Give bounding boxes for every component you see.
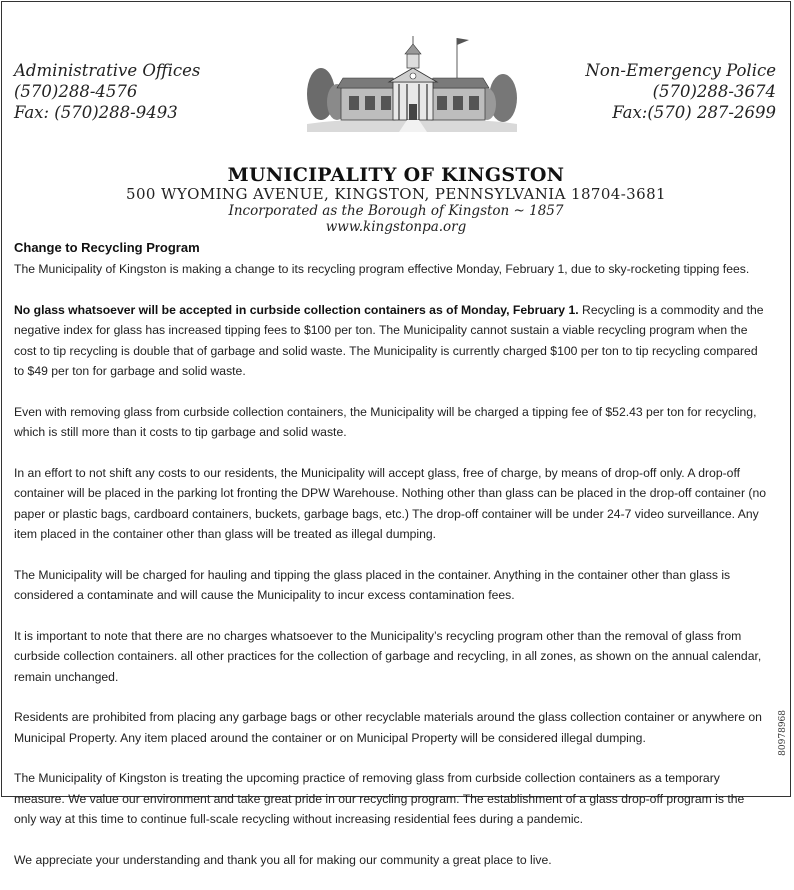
ad-code: 80978968 bbox=[778, 710, 788, 756]
admin-offices-fax: Fax: (570)288-9493 bbox=[14, 103, 178, 122]
notice-paragraph-2-rest: Recycling is a commodity and the negative index for glass has increased tipping fees to $100 per ton. The Municipality cannot sustain a viable recycling program when the cost to tip recycling is double that of garbage and solid waste. The Municipality is currently charged $100 per ton to tip recycling compared to $49 per ton for garbage and solid waste. bbox=[14, 302, 764, 378]
glass-ban-statement: No glass whatsoever will be accepted in curbside collection containers as of Monday, February 1. bbox=[14, 302, 579, 317]
website-link[interactable]: www.kingstonpa.org bbox=[325, 219, 467, 235]
municipality-address: 500 WYOMING AVENUE, KINGSTON, PENNSYLVANIA 18704-3681 bbox=[126, 185, 666, 203]
notice-paragraph-2 bbox=[14, 300, 770, 382]
notice-paragraph-8: The Municipality of Kingston is treating the upcoming practice of removing glass from curbside collection containers as a temporary measure. We value our environment and take great pride in our recycling program. The establishment of a glass drop-off program is the only way at this time to continue full-scale recycling without increasing residential fees during a pandemic. bbox=[14, 771, 745, 826]
municipal-building-icon bbox=[307, 32, 517, 132]
admin-offices-phone: (570)288-4576 bbox=[14, 82, 138, 101]
incorporation-line: Incorporated as the Borough of Kingston ~ 1857 bbox=[228, 203, 564, 219]
notice-paragraph-1: The Municipality of Kingston is making a change to its recycling program effective Monday, February 1, due to sky-rocketing tipping fees. bbox=[14, 262, 750, 276]
admin-offices-title: Administrative Offices bbox=[14, 61, 201, 80]
police-title: Non-Emergency Police bbox=[585, 61, 776, 80]
notice-paragraph-4: In an effort to not shift any costs to our residents, the Municipality will accept glass, free of charge, by means of drop-off only. A drop-off container will be placed in the parking lot fronting the DPW Warehouse. Nothing other than glass can be placed in the drop-off container (no paper or plastic bags, cardboard containers, buckets, garbage bags, etc.) The drop-off container will be under 24-7 video surveillance. Any item placed in the container other than glass will be treated as illegal dumping. bbox=[14, 465, 767, 541]
notice-paragraph-3: Even with removing glass from curbside collection containers, the Municipality will be charged a tipping fee of $52.43 per ton for recycling, which is still more than it costs to tip garbage and solid waste. bbox=[14, 404, 757, 439]
police-fax: Fax:(570) 287-2699 bbox=[612, 103, 776, 122]
notice-paragraph-6: It is important to note that there are no charges whatsoever to the Municipality’s recycling program other than the removal of glass from curbside collection containers. all other practices for the collection of garbage and recycling, in all zones, as shown on the annual calendar, remain unchanged. bbox=[14, 628, 762, 684]
notice-paragraph-5: The Municipality will be charged for hauling and tipping the glass placed in the container. Anything in the container other than glass is considered a contaminate and will cause the Municipality to incur excess contamination fees. bbox=[14, 567, 731, 602]
admin-offices-contact bbox=[14, 60, 200, 123]
police-phone: (570)288-3674 bbox=[652, 82, 776, 101]
notice-heading: Change to Recycling Program bbox=[14, 240, 200, 255]
notice-paragraph-9: We appreciate your understanding and thank you all for making our community a great place to live. bbox=[14, 852, 552, 867]
police-contact bbox=[585, 60, 776, 123]
masthead bbox=[2, 164, 790, 235]
notice-body bbox=[14, 239, 770, 890]
notice-paragraph-7: Residents are prohibited from placing any garbage bags or other recyclable materials around the glass collection container or anywhere on Municipal Property. Any item placed around the container or on Municipal Property will be considered illegal dumping. bbox=[14, 710, 762, 745]
notice-page bbox=[1, 1, 791, 867]
municipality-title: MUNICIPALITY OF KINGSTON bbox=[227, 164, 565, 186]
